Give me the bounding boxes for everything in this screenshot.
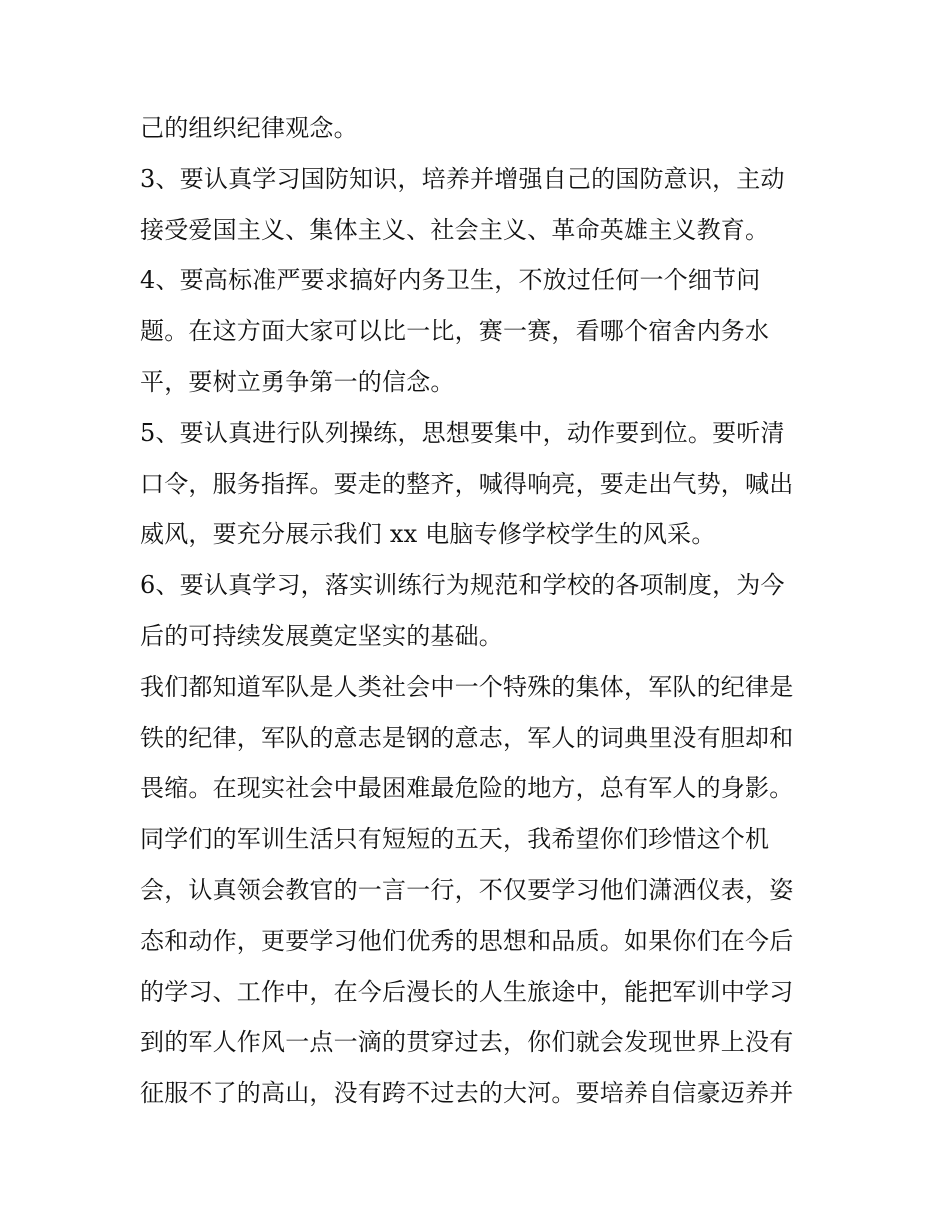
text-line: 会，认真领会教官的一言一行，不仅要学习他们潇洒仪表，姿	[140, 875, 794, 904]
text-line: 6、要认真学习，落实训练行为规范和学校的各项制度，为今	[140, 571, 785, 600]
text-line: 我们都知道军队是人类社会中一个特殊的集体，军队的纪律是	[140, 672, 794, 701]
text-line: 到的军人作风一点一滴的贯穿过去，你们就会发现世界上没有	[140, 1028, 794, 1057]
document-body	[140, 103, 820, 1119]
text-line: 口令，服务指挥。要走的整齐，喊得响亮，要走出气势，喊出	[140, 469, 794, 498]
text-line: 4、要高标准严要求搞好内务卫生，不放过任何一个细节问	[140, 266, 761, 295]
text-line: 3、要认真学习国防知识，培养并增强自己的国防意识，主动	[140, 164, 785, 193]
text-line: 接受爱国主义、集体主义、社会主义、革命英雄主义教育。	[140, 215, 770, 244]
text-line: 己的组织纪律观念。	[140, 114, 358, 142]
text-line: 的学习、工作中，在今后漫长的人生旅途中，能把军训中学习	[140, 977, 794, 1006]
text-line: 5、要认真进行队列操练，思想要集中，动作要到位。要听清	[140, 418, 785, 447]
text-line: 平，要树立勇争第一的信念。	[140, 367, 455, 396]
text-line: 威风，要充分展示我们 xx 电脑专修学校学生的风采。	[140, 520, 716, 549]
text-line: 同学们的军训生活只有短短的五天，我希望你们珍惜这个机	[140, 825, 770, 854]
text-line: 题。在这方面大家可以比一比，赛一赛，看哪个宿舍内务水	[140, 317, 770, 346]
text-line: 铁的纪律，军队的意志是钢的意志，军人的词典里没有胆却和	[140, 723, 794, 752]
text-line: 畏缩。在现实社会中最困难最危险的地方，总有军人的身影。	[140, 774, 794, 803]
text-line: 征服不了的高山，没有跨不过去的大河。要培养自信豪迈养并	[140, 1079, 794, 1108]
text-line: 后的可持续发展奠定坚实的基础。	[140, 621, 503, 650]
text-line: 态和动作，更要学习他们优秀的思想和品质。如果你们在今后	[140, 926, 794, 955]
